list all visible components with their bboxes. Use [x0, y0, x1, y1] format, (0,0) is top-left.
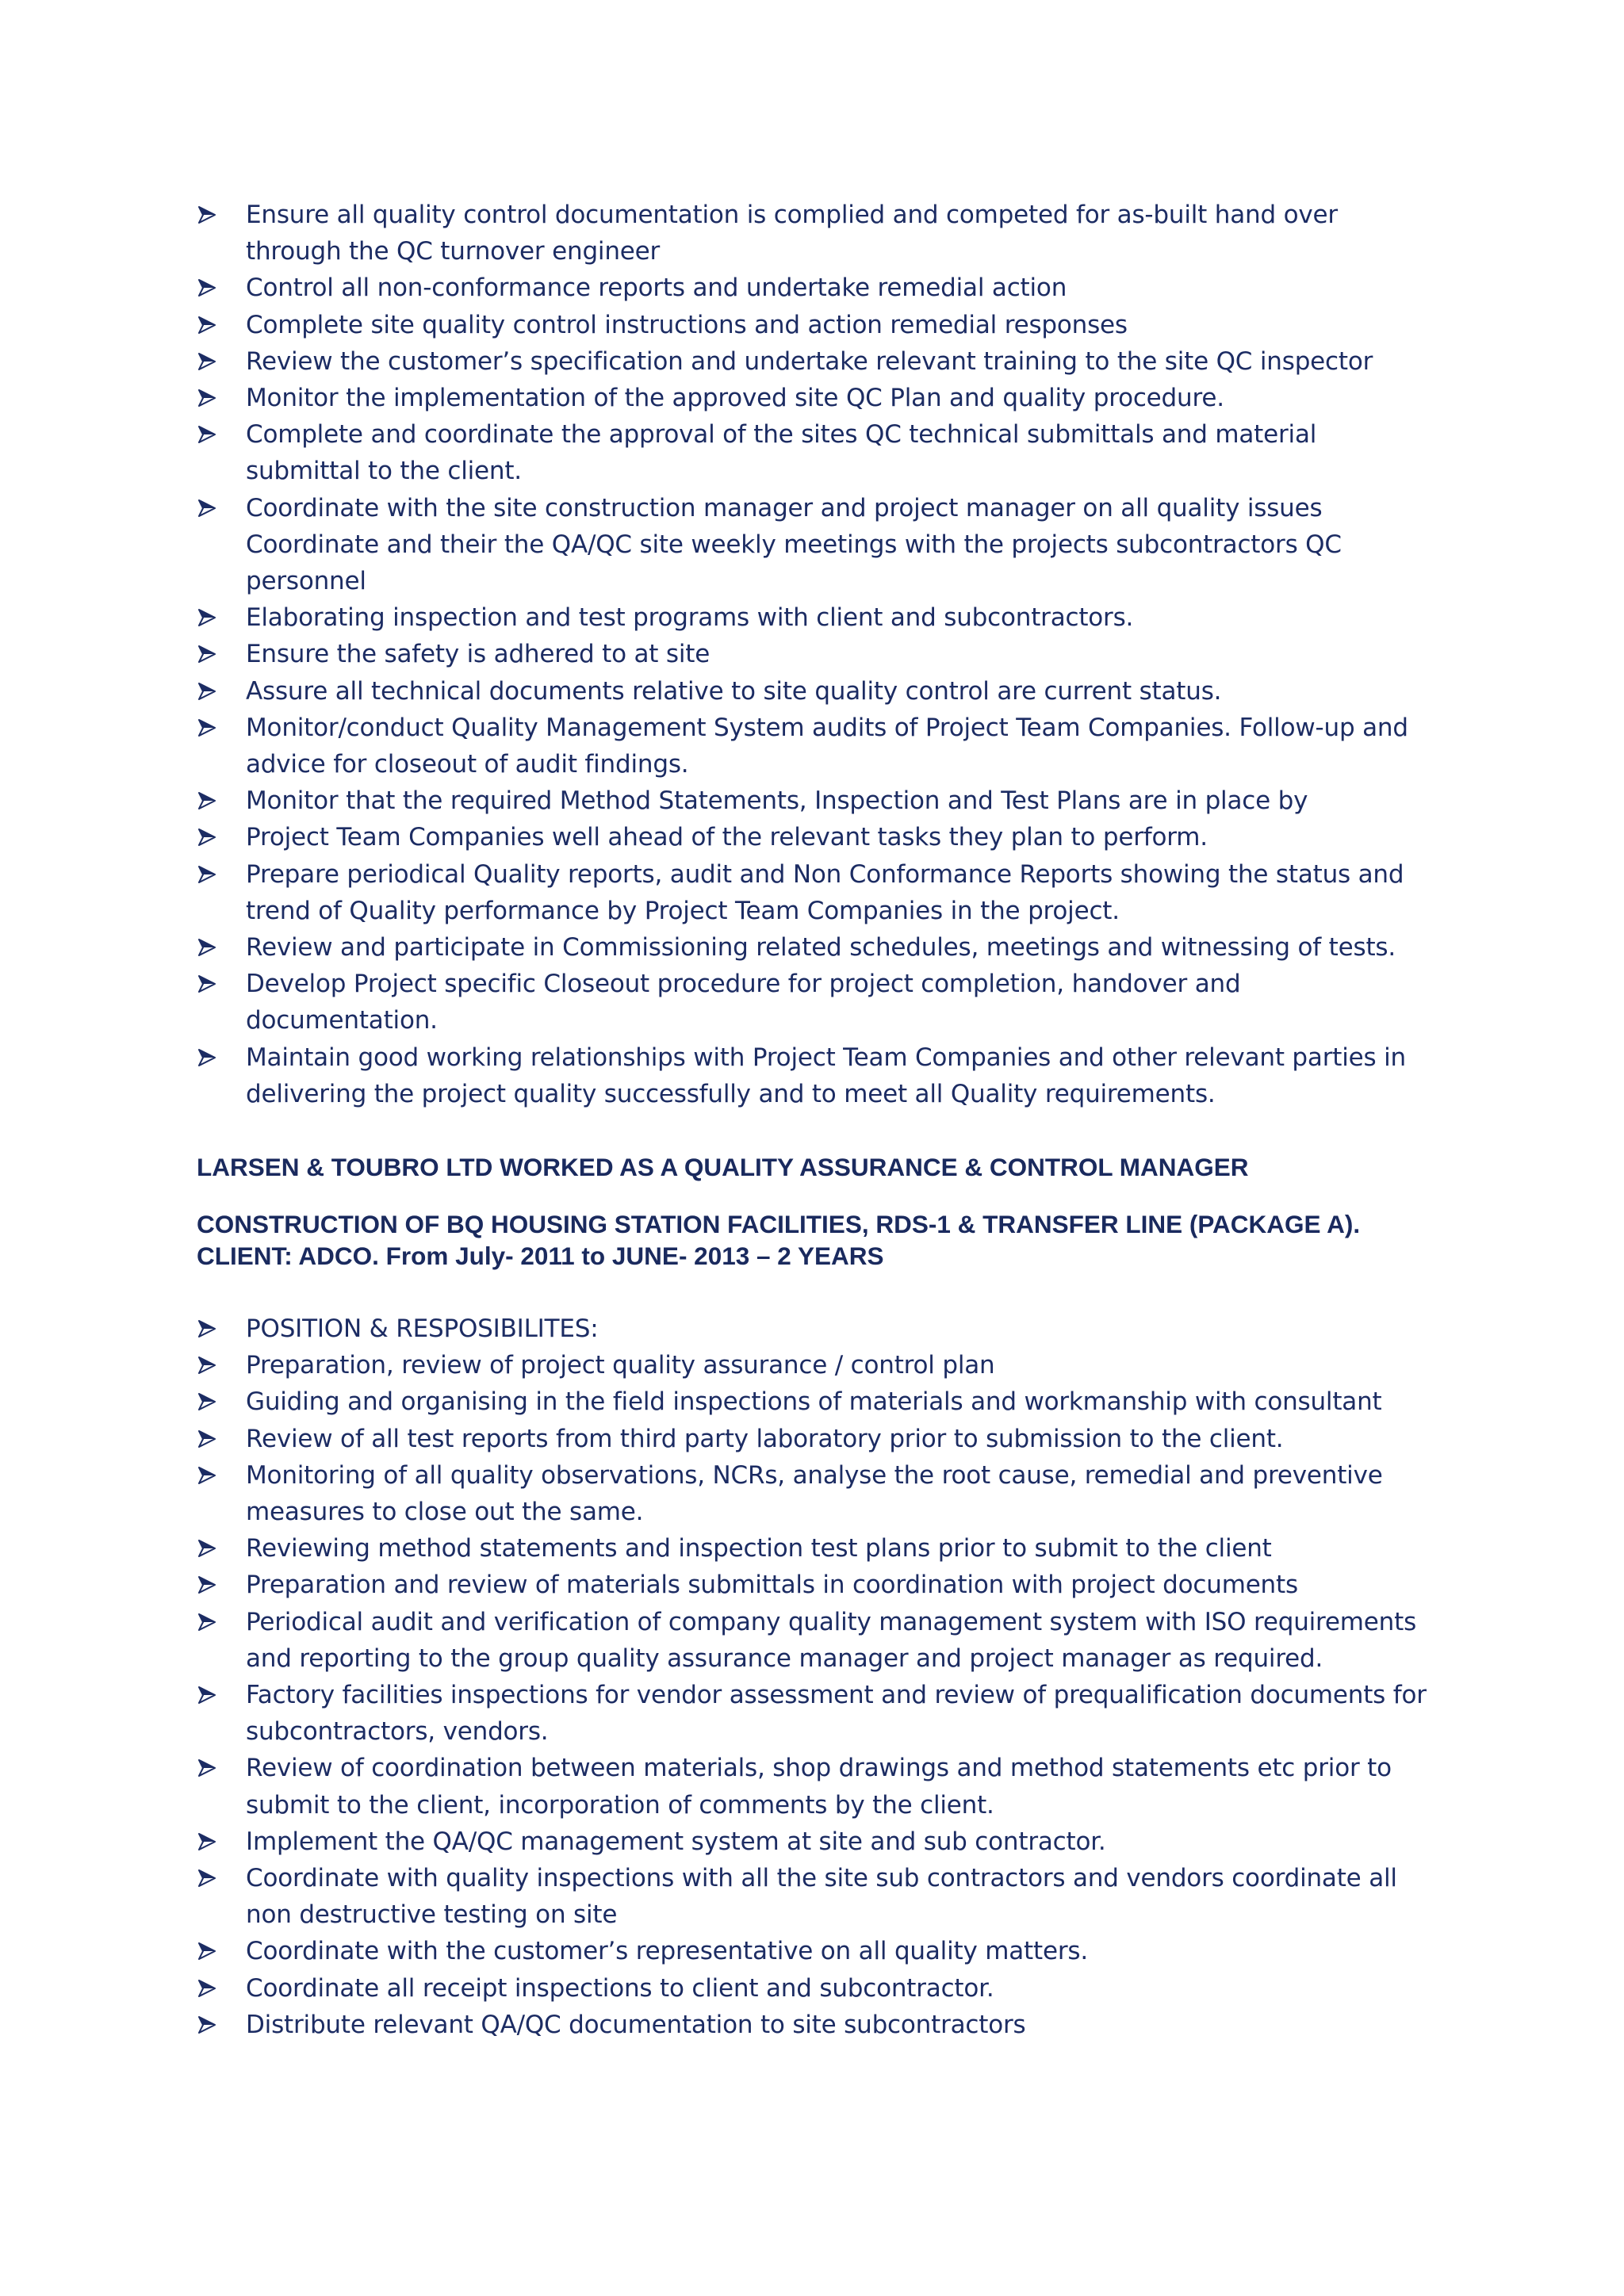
list-item-text: Monitor/conduct Quality Management System audits of Project Team Companies. Follow-up and advice for closeout of audit findings.	[246, 713, 1408, 779]
list-item	[197, 710, 1434, 783]
list-item	[197, 343, 1434, 380]
arrowhead-bullet-icon	[198, 1430, 216, 1448]
list-item-text: Monitoring of all quality observations, NCRs, analyse the root cause, remedial and preventive measures to close out the same.	[246, 1460, 1383, 1527]
arrowhead-bullet-icon	[198, 206, 216, 224]
arrowhead-bullet-icon	[198, 1576, 216, 1594]
arrowhead-bullet-icon	[198, 866, 216, 883]
list-item	[197, 1604, 1434, 1677]
arrowhead-bullet-icon	[198, 792, 216, 809]
list-item	[197, 1677, 1434, 1750]
list-item	[197, 1750, 1434, 1823]
list-item-text: Guiding and organising in the field inspections of materials and workmanship with consultant	[246, 1387, 1382, 1417]
list-item-text: Monitor the implementation of the approved site QC Plan and quality procedure.	[246, 384, 1224, 413]
arrowhead-bullet-icon	[198, 1613, 216, 1631]
arrowhead-bullet-icon	[198, 1869, 216, 1887]
list-item	[197, 783, 1434, 819]
list-item	[197, 2007, 1434, 2043]
arrowhead-bullet-icon	[198, 1942, 216, 1960]
arrowhead-bullet-icon	[198, 1980, 216, 1997]
list-item	[197, 599, 1434, 636]
list-item-text: Elaborating inspection and test programs with client and subcontractors.	[246, 603, 1134, 633]
arrowhead-bullet-icon	[198, 279, 216, 297]
arrowhead-bullet-icon	[198, 975, 216, 993]
arrowhead-bullet-icon	[198, 426, 216, 443]
arrowhead-bullet-icon	[198, 1759, 216, 1777]
list-item	[197, 966, 1434, 1039]
list-item-text: Monitor that the required Method Statements, Inspection and Test Plans are in place by	[246, 786, 1308, 816]
list-item-text: Review the customer’s specification and undertake relevant training to the site QC inspector	[246, 346, 1373, 376]
arrowhead-bullet-icon	[198, 939, 216, 956]
list-item	[197, 416, 1434, 489]
list-item-text: Project Team Companies well ahead of the relevant tasks they plan to perform.	[246, 823, 1208, 852]
arrowhead-bullet-icon	[198, 1049, 216, 1066]
list-item-text: Maintain good working relationships with Project Team Companies and other relevant parties in delivering the project quality successfully and to meet all Quality requirements.	[246, 1043, 1406, 1108]
list-item-text: Preparation and review of materials submittals in coordination with project documents	[246, 1571, 1298, 1600]
list-item-text: POSITION & RESPOSIBILITES:	[246, 1314, 599, 1343]
list-item-text: Coordinate with the site construction manager and project manager on all quality issues Coordinate and their the QA/QC site weekly meetings with the projects subcontractors QC personnel	[246, 493, 1342, 596]
list-item	[197, 673, 1434, 710]
list-item-text: Coordinate with the customer’s representative on all quality matters.	[246, 1937, 1088, 1966]
list-item	[197, 1039, 1434, 1112]
list-item-text: Coordinate all receipt inspections to client and subcontractor.	[246, 1973, 994, 2003]
list-item	[197, 1860, 1434, 1933]
arrowhead-bullet-icon	[198, 1467, 216, 1484]
arrowhead-bullet-icon	[198, 1320, 216, 1337]
list-item	[197, 490, 1434, 600]
list-item	[197, 1311, 1434, 1347]
list-item-text: Reviewing method statements and inspection test plans prior to submit to the client	[246, 1534, 1272, 1563]
list-item-text: Ensure the safety is adhered to at site	[246, 640, 710, 669]
list-item-text: Control all non-conformance reports and undertake remedial action	[246, 274, 1067, 303]
list-item	[197, 1347, 1434, 1383]
arrowhead-bullet-icon	[198, 683, 216, 700]
company-role-heading: LARSEN & TOUBRO LTD WORKED AS A QUALITY ASSURANCE & CONTROL MANAGER	[197, 1153, 1249, 1181]
arrowhead-bullet-icon	[198, 353, 216, 370]
arrowhead-bullet-icon	[198, 828, 216, 846]
list-item	[197, 1970, 1434, 2007]
arrowhead-bullet-icon	[198, 645, 216, 663]
arrowhead-bullet-icon	[198, 2016, 216, 2034]
list-item	[197, 1567, 1434, 1603]
list-item	[197, 929, 1434, 966]
arrowhead-bullet-icon	[198, 499, 216, 517]
list-item-text: Ensure all quality control documentation is complied and competed for as-built hand over through the QC turnover engineer	[246, 201, 1338, 266]
list-item	[197, 636, 1434, 672]
list-item	[197, 1823, 1434, 1860]
arrowhead-bullet-icon	[198, 1357, 216, 1374]
arrowhead-bullet-icon	[198, 316, 216, 334]
list-item-text: Review and participate in Commissioning related schedules, meetings and witnessing of tests.	[246, 933, 1396, 962]
list-item	[197, 1457, 1434, 1530]
list-item-text: Review of coordination between materials, shop drawings and method statements etc prior to submit to the client, incorporation of comments by the client.	[246, 1754, 1392, 1820]
list-item	[197, 307, 1434, 343]
list-item	[197, 1383, 1434, 1420]
arrowhead-bullet-icon	[198, 1393, 216, 1410]
list-item	[197, 1530, 1434, 1567]
list-item	[197, 270, 1434, 306]
list-item	[197, 856, 1434, 929]
list-item-text: Factory facilities inspections for vendor assessment and review of prequalification documents for subcontractors, vendors.	[246, 1681, 1427, 1747]
arrowhead-bullet-icon	[198, 1686, 216, 1704]
list-item-text: Complete and coordinate the approval of the sites QC technical submittals and material submittal to the client.	[246, 420, 1317, 486]
arrowhead-bullet-icon	[198, 609, 216, 626]
project-heading: CONSTRUCTION OF BQ HOUSING STATION FACILITIES, RDS-1 & TRANSFER LINE (PACKAGE A). CLIENT: ADCO. From July- 2011 to JUNE- 2013 – 2 YEARS	[197, 1210, 1361, 1270]
list-item-text: Review of all test reports from third party laboratory prior to submission to the client.	[246, 1424, 1284, 1453]
list-item-text: Preparation, review of project quality assurance / control plan	[246, 1351, 995, 1380]
arrowhead-bullet-icon	[198, 1833, 216, 1850]
list-item-text: Distribute relevant QA/QC documentation to site subcontractors	[246, 2010, 1026, 2039]
arrowhead-bullet-icon	[198, 389, 216, 407]
responsibilities-list-2	[197, 1311, 1434, 2043]
arrowhead-bullet-icon	[198, 1540, 216, 1557]
list-item-text: Assure all technical documents relative to site quality control are current status.	[246, 676, 1222, 706]
list-item-text: Periodical audit and verification of company quality management system with ISO requirements and reporting to the group quality assurance manager and project manager as required.	[246, 1607, 1417, 1673]
list-item-text: Prepare periodical Quality reports, audit and Non Conformance Reports showing the status and trend of Quality performance by Project Team Companies in the project.	[246, 859, 1404, 925]
list-item-text: Implement the QA/QC management system at site and sub contractor.	[246, 1827, 1106, 1856]
list-item-text: Complete site quality control instructions and action remedial responses	[246, 310, 1128, 339]
list-item	[197, 819, 1434, 855]
list-item	[197, 1421, 1434, 1457]
list-item-text: Coordinate with quality inspections with all the site sub contractors and vendors coordinate all non destructive testing on site	[246, 1864, 1397, 1930]
list-item	[197, 380, 1434, 416]
list-item-text: Develop Project specific Closeout procedure for project completion, handover and documentation.	[246, 970, 1241, 1035]
list-item	[197, 197, 1434, 270]
arrowhead-bullet-icon	[198, 719, 216, 737]
list-item	[197, 1933, 1434, 1969]
responsibilities-list-1	[197, 197, 1434, 1112]
